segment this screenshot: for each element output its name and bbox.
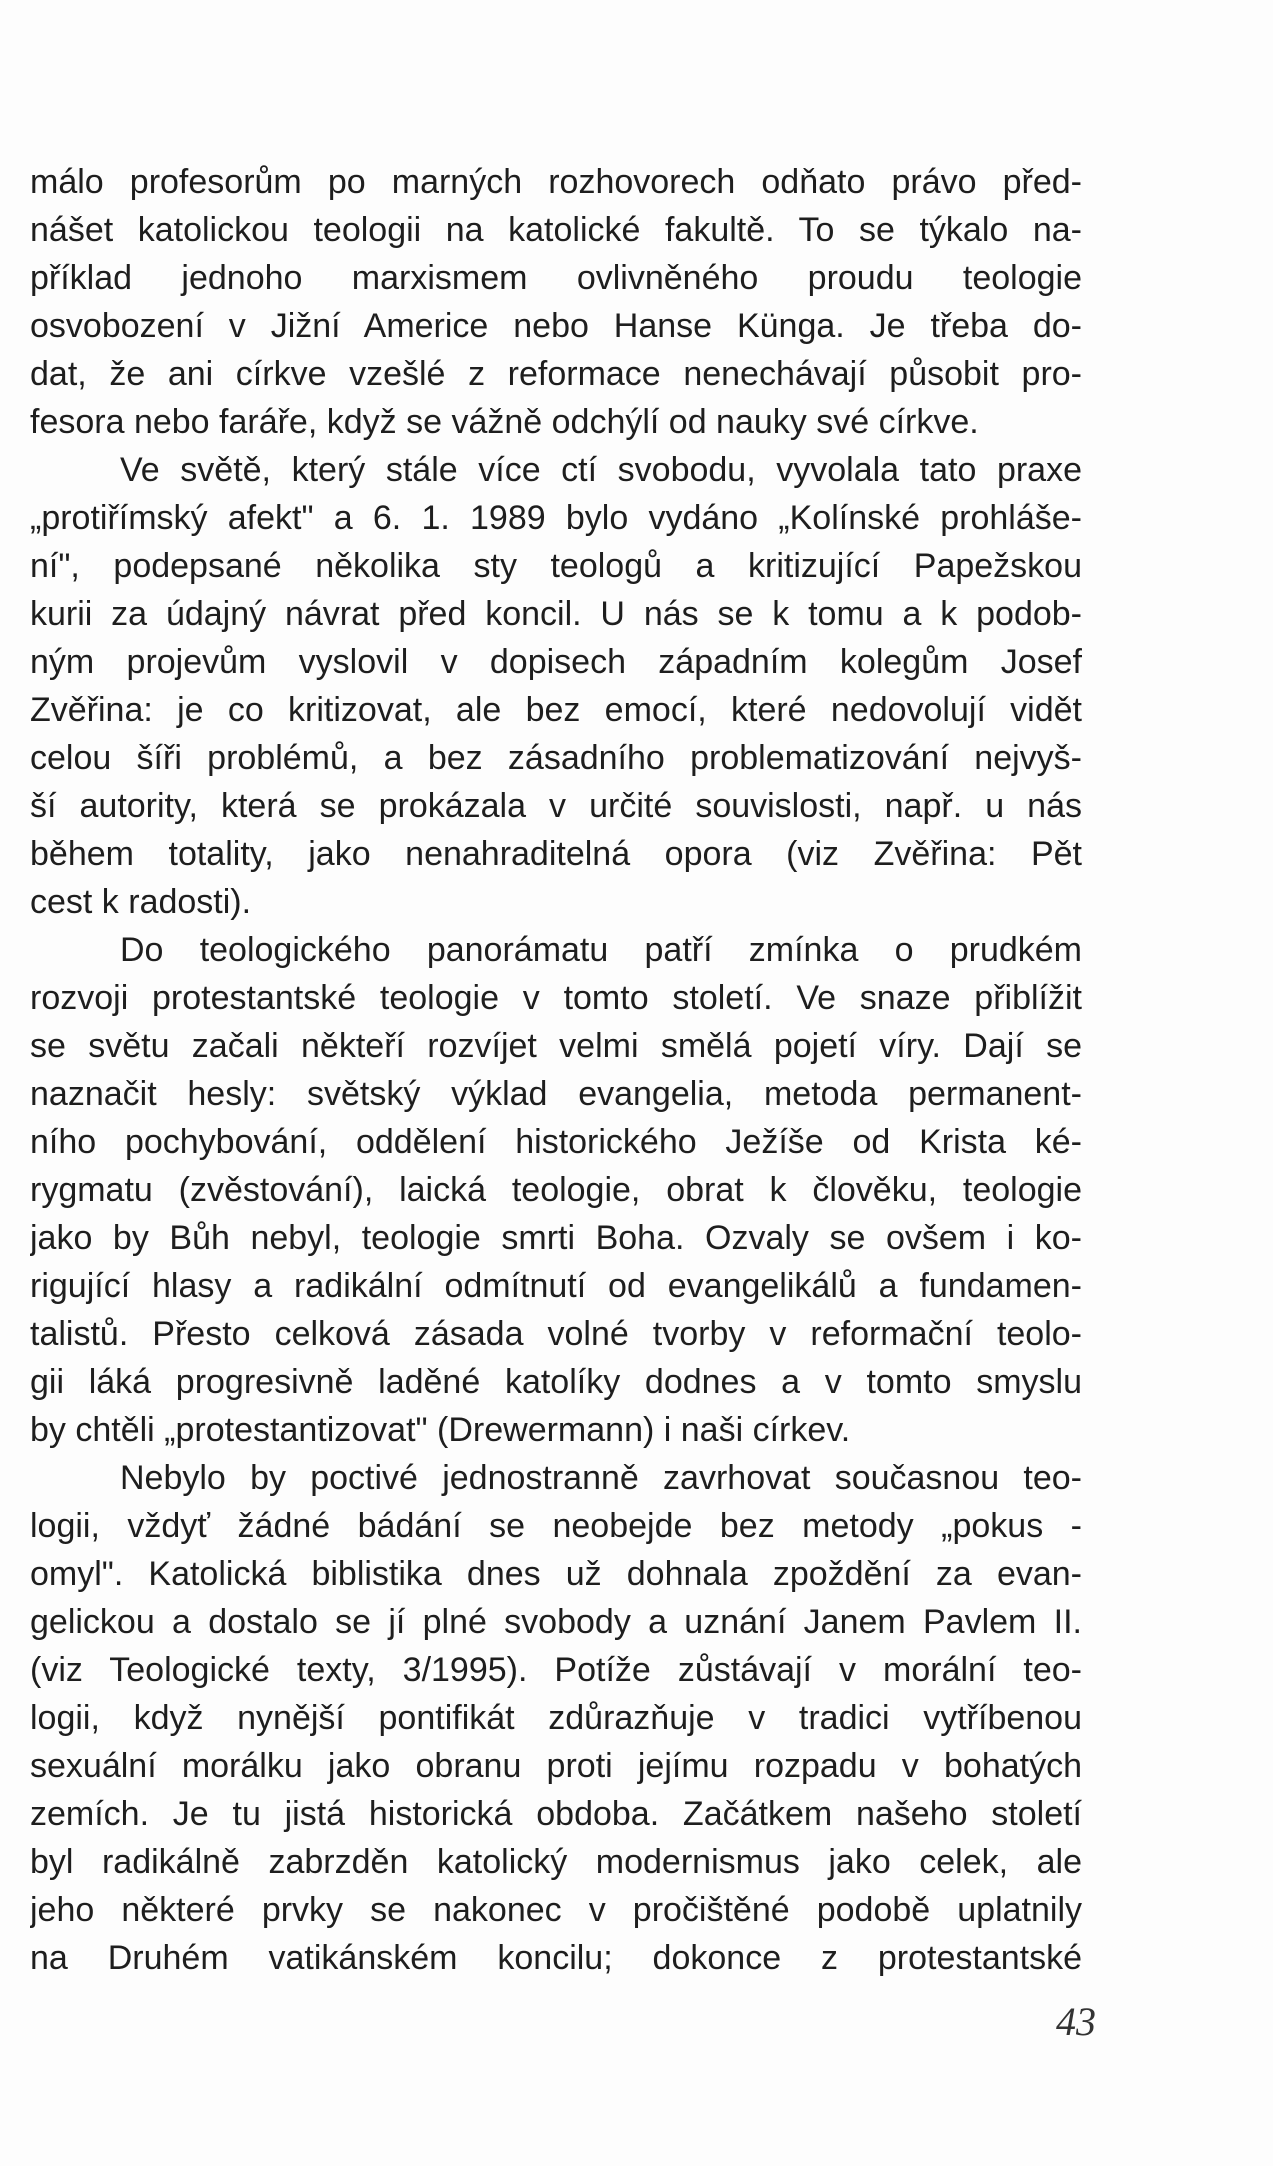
text-line: logii, vždyť žádné bádání se neobejde bez metody „pokus - (30, 1507, 1082, 1545)
text-line: ní", podepsané několika sty teologů a kritizující Papežskou (30, 547, 1082, 585)
page-number: 43 (1056, 1999, 1096, 2044)
text-line: (viz Teologické texty, 3/1995). Potíže zůstávají v morální teo- (30, 1651, 1082, 1689)
text-line: fesora nebo faráře, když se vážně odchýlí od nauky své církve. (30, 403, 979, 441)
text-line: zemích. Je tu jistá historická obdoba. Začátkem našeho století (30, 1795, 1082, 1833)
text-line: by chtěli „protestantizovat" (Drewermann) i naši církev. (30, 1411, 851, 1449)
text-line: omyl". Katolická biblistika dnes už dohnala zpoždění za evan- (30, 1555, 1082, 1593)
text-line: během totality, jako nenahraditelná opora (viz Zvěřina: Pět (30, 835, 1082, 873)
text-line: rozvoji protestantské teologie v tomto století. Ve snaze přiblížit (30, 979, 1082, 1017)
text-line: dat, že ani církve vzešlé z reformace nenechávají působit pro- (30, 355, 1082, 393)
text-line: sexuální morálku jako obranu proti jejímu rozpadu v bohatých (30, 1747, 1082, 1785)
text-line: talistů. Přesto celková zásada volné tvorby v reformační teolo- (30, 1315, 1082, 1353)
text-line: příklad jednoho marxismem ovlivněného proudu teologie (30, 259, 1082, 297)
text-line: se světu začali někteří rozvíjet velmi smělá pojetí víry. Dají se (30, 1027, 1082, 1065)
text-line: byl radikálně zabrzděn katolický modernismus jako celek, ale (30, 1843, 1082, 1881)
text-line: naznačit hesly: světský výklad evangelia, metoda permanent- (30, 1075, 1082, 1113)
text-line: ší autority, která se prokázala v určité souvislosti, např. u nás (30, 787, 1082, 825)
text-line: logii, když nynější pontifikát zdůrazňuje v tradici vytříbenou (30, 1699, 1082, 1737)
text-line: Do teologického panorámatu patří zmínka o prudkém (120, 931, 1082, 969)
text-line: jeho některé prvky se nakonec v pročištěné podobě uplatnily (30, 1891, 1082, 1929)
text-line: jako by Bůh nebyl, teologie smrti Boha. Ozvaly se ovšem i ko- (30, 1219, 1082, 1257)
text-line: gii láká progresivně laděné katolíky dodnes a v tomto smyslu (30, 1363, 1082, 1401)
text-line: kurii za údajný návrat před koncil. U nás se k tomu a k podob- (30, 595, 1082, 633)
text-line: osvobození v Jižní Americe nebo Hanse Künga. Je třeba do- (30, 307, 1082, 345)
text-line: málo profesorům po marných rozhovorech odňato právo před- (30, 163, 1082, 201)
text-line: ního pochybování, oddělení historického Ježíše od Krista ké- (30, 1123, 1082, 1161)
text-line: cest k radosti). (30, 883, 252, 921)
text-line: rygmatu (zvěstování), laická teologie, obrat k člověku, teologie (30, 1171, 1082, 1209)
body-text (30, 158, 1082, 1982)
text-line: „protiřímský afekt" a 6. 1. 1989 bylo vydáno „Kolínské prohláše- (30, 499, 1082, 537)
text-line: celou šíři problémů, a bez zásadního problematizování nejvyš- (30, 739, 1082, 777)
text-line: Ve světě, který stále více ctí svobodu, vyvolala tato praxe (120, 451, 1082, 489)
text-line: ným projevům vyslovil v dopisech západním kolegům Josef (30, 643, 1082, 681)
text-line: nášet katolickou teologii na katolické fakultě. To se týkalo na- (30, 211, 1082, 249)
text-line: na Druhém vatikánském koncilu; dokonce z protestantské (30, 1939, 1082, 1977)
text-line: gelickou a dostalo se jí plné svobody a uznání Janem Pavlem II. (30, 1603, 1082, 1641)
text-line: Zvěřina: je co kritizovat, ale bez emocí, které nedovolují vidět (30, 691, 1082, 729)
text-line: Nebylo by poctivé jednostranně zavrhovat současnou teo- (120, 1459, 1082, 1497)
text-line: rigující hlasy a radikální odmítnutí od evangelikálů a fundamen- (30, 1267, 1082, 1305)
